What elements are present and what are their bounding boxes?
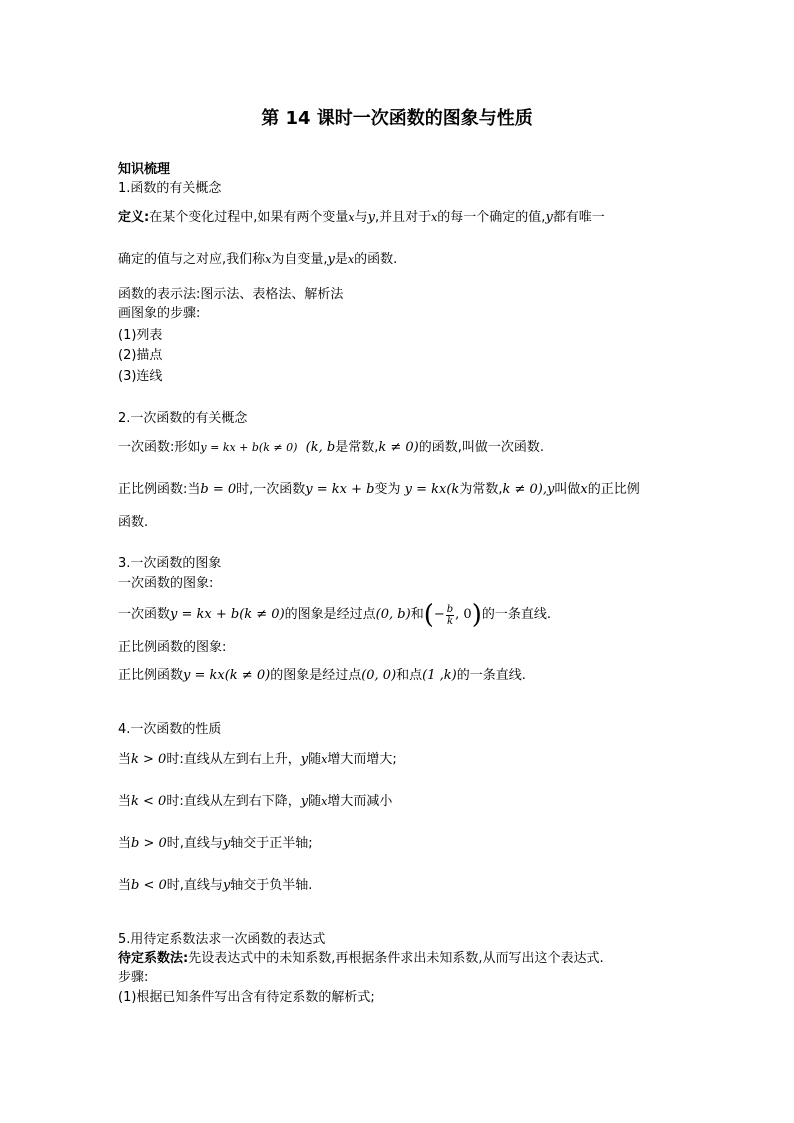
point-paren-left: ( [423,600,434,630]
point-paren-right: ) [471,600,482,630]
page-title: 第 14 课时一次函数的图象与性质 [261,108,533,129]
graph-step-3: (3)连线 [118,369,163,384]
function-representation: 函数的表示法:图示法、表格法、解析法 [118,287,344,302]
graph-steps-title: 画图象的步骤: [118,306,201,321]
property-k-positive: 当k > 0时:直线从左到右上升，y随x增大而增大; [118,752,397,767]
sec5-heading: 5.用待定系数法求一次函数的表达式 [118,932,326,947]
proportional-graph-statement: 正比例函数y = kx(k ≠ 0)的图象是经过点(0, 0)和点(1 ,k)的一条直线. [118,668,526,683]
heading-knowledge: 知识梳理 [118,162,171,177]
graph-step-2: (2)描点 [118,348,163,363]
undetermined-coefficient-definition: 待定系数法:先设表达式中的未知系数,再根据条件求出未知系数,从而写出这个表达式. [118,951,604,966]
graph-step-1: (1)列表 [118,328,163,343]
property-k-negative: 当k < 0时:直线从左到右下降，y随x增大而减小 [118,794,393,809]
sec2-heading: 2.一次函数的有关概念 [118,411,248,426]
sec3-heading: 3.一次函数的图象 [118,556,222,571]
function-definition-line2: 确定的值与之对应,我们称x为自变量,y是x的函数. [118,252,398,267]
proportional-graph-subtitle: 正比例函数的图象: [118,640,227,655]
fraction-b-over-k: $\frac{b}{k}$ [446,603,454,627]
property-b-positive: 当b > 0时,直线与y轴交于正半轴; [118,836,313,851]
linear-graph-statement: 一次函数 y = kx + b(k ≠ 0) 的图象是经过点 (0, b) 和 ( − $\frac{b}{k}$ , 0 ) 的一条直线. [118,600,552,630]
function-definition-line1: 定义:在某个变化过程中,如果有两个变量x与y,并且对于x的每一个确定的值,y都有唯一 [118,210,605,225]
property-b-negative: 当b < 0时,直线与y轴交于负半轴. [118,878,313,893]
linear-graph-subtitle: 一次函数的图象: [118,576,214,591]
proportional-function-line2: 函数. [118,515,149,530]
sec5-step-1: (1)根据已知条件写出含有待定系数的解析式; [118,990,375,1005]
proportional-function-line1: 正比例函数:当b = 0时,一次函数y = kx + b变为 y = kx(k为常数,k ≠ 0),y叫做x的正比例 [118,482,640,497]
linear-function-definition: 一次函数:形如y = kx + b(k ≠ 0) (k, b是常数,k ≠ 0)的函数,叫做一次函数. [118,440,545,455]
def-label: 定义: [118,210,150,225]
sec1-heading: 1.函数的有关概念 [118,181,222,196]
sec4-heading: 4.一次函数的性质 [118,722,222,737]
sec5-steps-title: 步骤: [118,970,149,985]
